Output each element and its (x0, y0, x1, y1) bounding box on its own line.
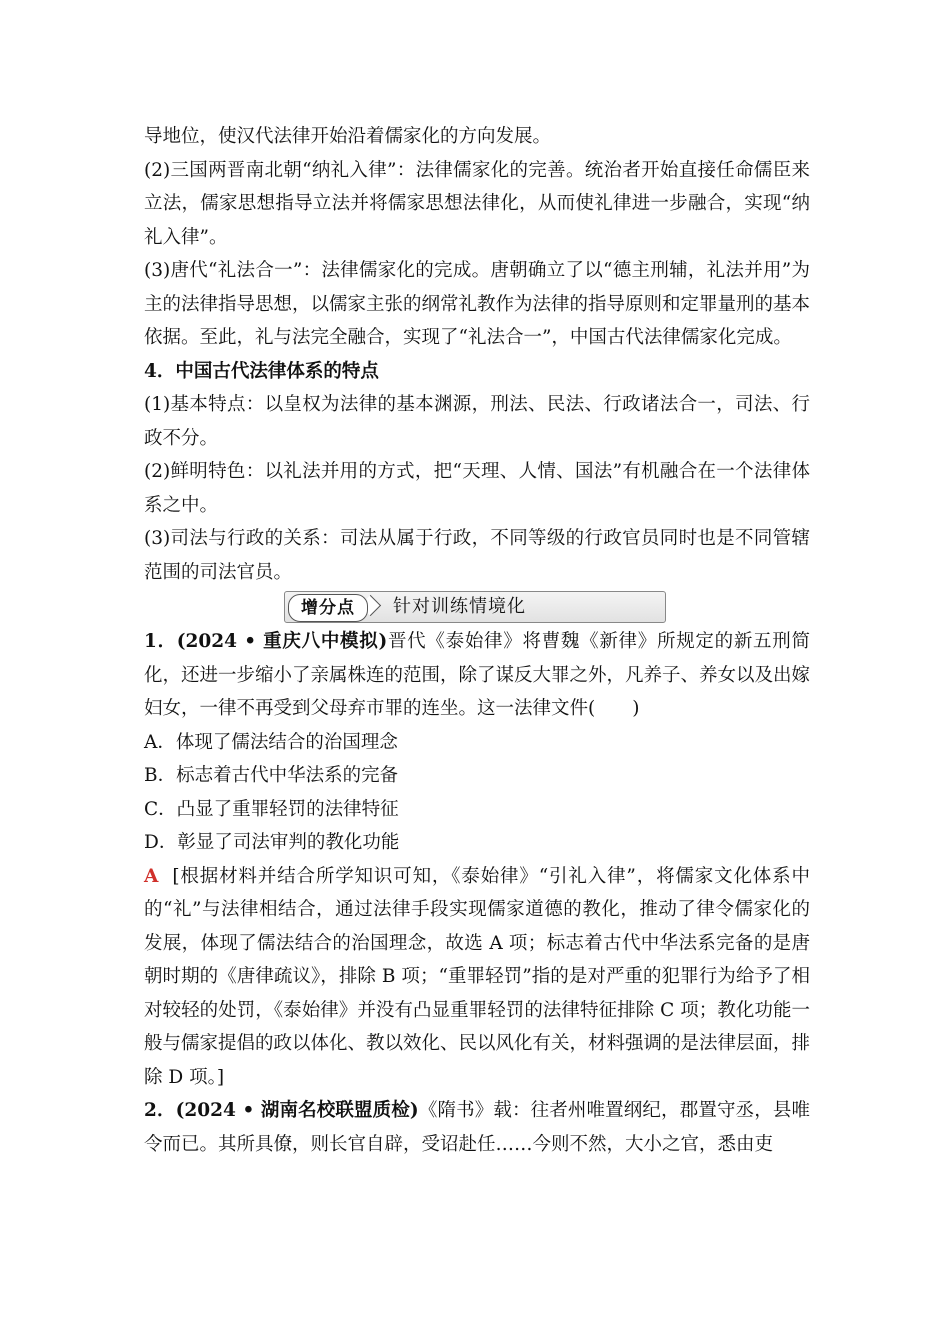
paragraph: (2)三国两晋南北朝“纳礼入律”：法律儒家化的完善。统治者开始直接任命儒臣来立法，儒家思想指导立法并将儒家思想法律化，从而使礼律进一步融合，实现“纳礼入律”。 (144, 159, 810, 248)
question-source: 1．(2024 • 重庆八中模拟) (144, 631, 388, 652)
option-a: A．体现了儒法结合的治国理念 (144, 731, 398, 753)
section-item: (1)基本特点：以皇权为法律的基本渊源，刑法、民法、行政诸法合一，司法、行政不分。 (144, 394, 810, 449)
section-item: (2)鲜明特色：以礼法并用的方式，把“天理、人情、国法”有机融合在一个法律体系之中。 (144, 461, 810, 516)
paragraph: 导地位，使汉代法律开始沿着儒家化的方向发展。 (144, 126, 552, 147)
section-banner (284, 591, 666, 623)
answer-explanation (144, 860, 810, 1095)
question-stem (144, 625, 810, 726)
question-stem (144, 1094, 810, 1161)
question-text: 《隋书》载：往者州唯置纲纪，郡置守丞，县唯令而已。其所具僚，则长官自辟，受诏赴任……今则不然，大小之官，悉由吏 (144, 1100, 810, 1155)
section-heading: 4．中国古代法律体系的特点 (144, 360, 379, 382)
section-item: (3)司法与行政的关系：司法从属于行政，不同等级的行政官员同时也是不同管辖范围的司法官员。 (144, 528, 810, 583)
document-body (144, 120, 810, 1161)
option-d: D．彰显了司法审判的教化功能 (144, 832, 400, 853)
banner-tag: 增分点 (288, 594, 368, 622)
banner-text: 针对训练情境化 (393, 596, 526, 617)
explanation-text: [根据材料并结合所学知识可知，《泰始律》“引礼入律”，将儒家文化体系中的“礼”与法律相结合，通过法律手段实现儒家道德的教化，推动了律令儒家化的发展，体现了儒法结合的治国理念，故选 A 项；标志着古代中华法系完备的是唐朝时期的《唐律疏议》，排除 B 项；“重罪轻罚”指的是对严重的犯罪行为给予了相对较轻的处罚，《泰始律》并没有凸显重罪轻罚的法律特征排除 C 项；教化功能一般与儒家提倡的政以体化、教以效化、民以风化有关，材料强调的是法律层面，排除 D 项。] (144, 865, 811, 1088)
answer-key: A (144, 865, 159, 887)
option-c: C．凸显了重罪轻罚的法律特征 (144, 798, 399, 820)
question-text: 晋代《泰始律》将曹魏《新律》所规定的新五刑简化，还进一步缩小了亲属株连的范围，除了谋反大罪之外，凡养子、养女以及出嫁妇女，一律不再受到父母弃市罪的连坐。这一法律文件( ) (144, 631, 811, 719)
question-source: 2．(2024 • 湖南名校联盟质检) (144, 1100, 419, 1121)
paragraph: (3)唐代“礼法合一”：法律儒家化的完成。唐朝确立了以“德主刑辅，礼法并用”为主的法律指导思想，以儒家主张的纲常礼教作为法律的指导原则和定罪量刑的基本依据。至此，礼与法完全融合，实现了“礼法合一”，中国古代法律儒家化完成。 (144, 260, 811, 348)
option-b: B．标志着古代中华法系的完备 (144, 765, 399, 786)
